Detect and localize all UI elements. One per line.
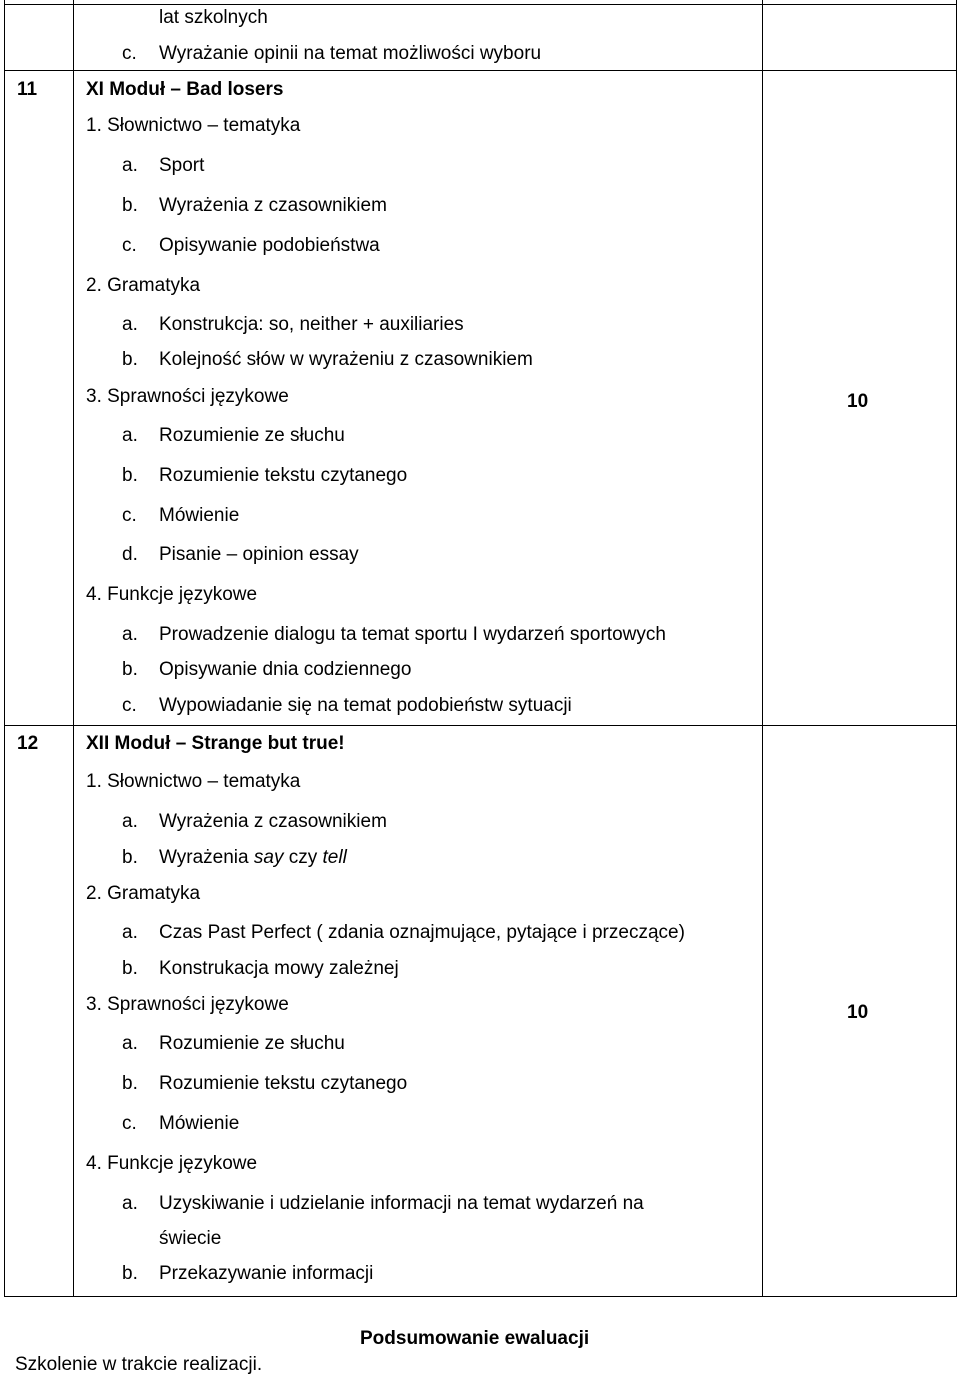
list-item-text: Czas Past Perfect ( zdania oznajmujące, pytające i przeczące) <box>159 922 685 943</box>
list-item-letter: a. <box>122 811 138 832</box>
list-item-text: Przekazywanie informacji <box>159 1263 374 1284</box>
section-heading: 2. Gramatyka <box>86 883 201 904</box>
list-item-text: Wyrażenia z czasownikiem <box>159 811 387 832</box>
list-item-letter: a. <box>122 922 138 943</box>
row-divider-12 <box>4 725 957 726</box>
list-item-letter: a. <box>122 425 138 446</box>
table-border-left <box>4 0 5 1297</box>
list-item-text: Pisanie – opinion essay <box>159 544 359 565</box>
hours-value: 10 <box>847 391 869 412</box>
list-item-text <box>159 848 347 867</box>
list-item-letter: a. <box>122 314 138 335</box>
list-item-letter: b. <box>122 195 138 216</box>
list-item-text: Rozumienie ze słuchu <box>159 1033 345 1054</box>
list-item-letter: c. <box>122 43 137 64</box>
list-item-letter: b. <box>122 349 138 370</box>
table-border-top <box>4 4 957 5</box>
section-title: Podsumowanie ewaluacji <box>360 1328 590 1349</box>
module-title: XII Moduł – Strange but true! <box>86 733 345 754</box>
list-item-letter: b. <box>122 847 138 868</box>
list-item-text: lat szkolnych <box>159 7 268 28</box>
list-item-letter: b. <box>122 958 138 979</box>
row-divider-11 <box>4 70 957 71</box>
list-item-letter: a. <box>122 155 138 176</box>
section-heading: 3. Sprawności językowe <box>86 386 289 407</box>
hours-value: 10 <box>847 1002 869 1023</box>
list-item-letter: b. <box>122 1073 138 1094</box>
list-item-letter: b. <box>122 1263 138 1284</box>
list-item-letter: a. <box>122 1193 138 1214</box>
list-item-text: Mówienie <box>159 1113 240 1134</box>
list-item-text: Kolejność słów w wyrażeniu z czasownikiem <box>159 349 533 370</box>
row-number: 11 <box>17 79 38 100</box>
row-number: 12 <box>17 733 39 754</box>
list-item-letter: b. <box>122 465 138 486</box>
italic-term-say: say <box>253 847 284 868</box>
section-heading: 3. Sprawności językowe <box>86 994 289 1015</box>
list-item-text: Rozumienie tekstu czytanego <box>159 465 408 486</box>
list-item-text: Sport <box>159 155 205 176</box>
column-divider-1 <box>73 0 74 1297</box>
section-heading: 4. Funkcje językowe <box>86 1153 258 1174</box>
list-item-letter: c. <box>122 505 137 526</box>
list-item-text: Rozumienie ze słuchu <box>159 425 345 446</box>
list-item-letter: b. <box>122 659 138 680</box>
text-run: Wyrażenia <box>159 847 254 868</box>
section-heading: 4. Funkcje językowe <box>86 584 258 605</box>
section-heading: 1. Słownictwo – tematyka <box>86 115 301 136</box>
module-title: XI Moduł – Bad losers <box>86 79 284 100</box>
table-border-right <box>956 0 957 1297</box>
list-item-letter: a. <box>122 1033 138 1054</box>
list-item-text: Rozumienie tekstu czytanego <box>159 1073 408 1094</box>
list-item-letter: d. <box>122 544 138 565</box>
italic-term-tell: tell <box>322 847 347 868</box>
list-item-text: Konstrukacja mowy zależnej <box>159 958 399 979</box>
list-item-letter: c. <box>122 235 137 256</box>
section-heading: 1. Słownictwo – tematyka <box>86 771 301 792</box>
text-run: czy <box>283 847 323 868</box>
list-item-text: Wypowiadanie się na temat podobieństw sytuacji <box>159 695 572 716</box>
table-border-bottom <box>4 1296 957 1297</box>
list-item-letter: c. <box>122 1113 137 1134</box>
list-item-letter: c. <box>122 695 137 716</box>
list-item-letter: a. <box>122 624 138 645</box>
list-item-text-continued: świecie <box>159 1228 222 1249</box>
list-item-text: Wyrażanie opinii na temat możliwości wyboru <box>159 43 542 64</box>
list-item-text: Opisywanie podobieństwa <box>159 235 380 256</box>
list-item-text: Wyrażenia z czasownikiem <box>159 195 387 216</box>
list-item-text: Opisywanie dnia codziennego <box>159 659 412 680</box>
section-heading: 2. Gramatyka <box>86 275 201 296</box>
list-item-text: Prowadzenie dialogu ta temat sportu I wydarzeń sportowych <box>159 624 666 645</box>
list-item-text: Mówienie <box>159 505 240 526</box>
list-item-text: Konstrukcja: so, neither + auxiliaries <box>159 314 464 335</box>
status-text: Szkolenie w trakcie realizacji. <box>15 1354 263 1375</box>
list-item-text: Uzyskiwanie i udzielanie informacji na temat wydarzeń na <box>159 1193 644 1214</box>
column-divider-2 <box>762 0 763 1297</box>
